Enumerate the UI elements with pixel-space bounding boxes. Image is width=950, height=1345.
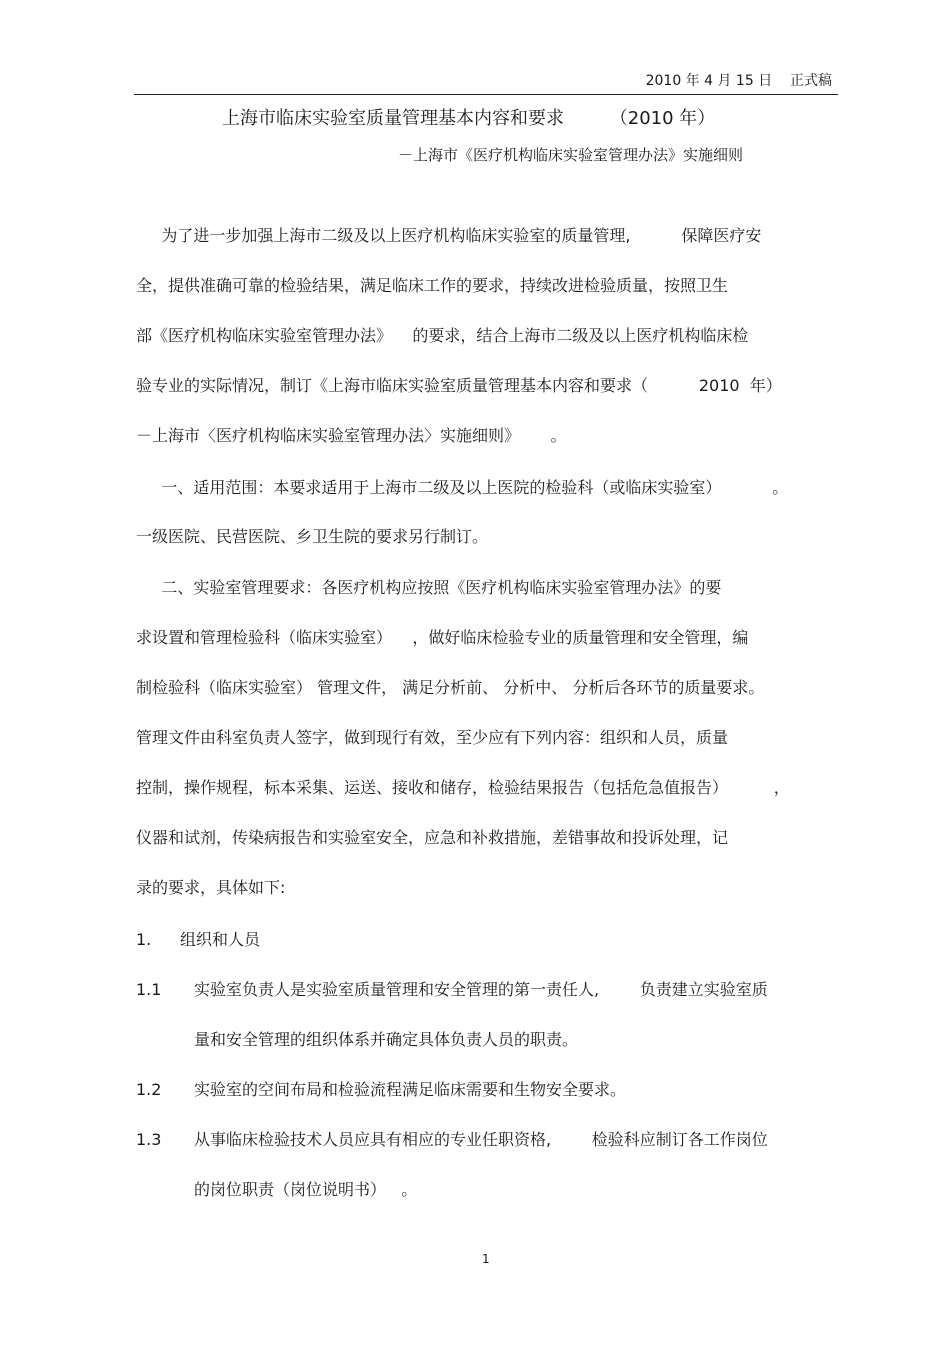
item-number: 1.2 [136, 1080, 162, 1099]
page-number: 1 [482, 1252, 490, 1266]
section-2-line: 仪器和试剂，传染病报告和实验室安全，应急和补救措施，差错事故和投诉处理，记 [136, 828, 729, 847]
item-text: 实验室负责人是实验室质量管理和安全管理的第一责任人, 负责建立实验室质 [194, 980, 768, 999]
intro-line: 全，提供准确可靠的检验结果，满足临床工作的要求，持续改进检验质量，按照卫生 [136, 276, 729, 295]
item-number: 1.1 [136, 980, 162, 999]
section-2-line: 控制，操作规程，标本采集、运送、接收和储存，检验结果报告（包括危急值报告） ， [136, 778, 790, 797]
item-text: 实验室的空间布局和检验流程满足临床需要和生物安全要求。 [194, 1080, 627, 1099]
section-2-line: 求设置和管理检验科（临床实验室） ，做好临床检验专业的质量管理和安全管理，编 [136, 628, 749, 647]
item-text-continued: 的岗位职责（岗位说明书） 。 [194, 1180, 418, 1199]
section-2-line: 管理文件由科室负责人签字，做到现行有效，至少应有下列内容：组织和人员，质量 [136, 728, 729, 747]
intro-line: 为了进一步加强上海市二级及以上医疗机构临床实验室的质量管理, 保障医疗安 [136, 226, 762, 245]
document-title: 上海市临床实验室质量管理基本内容和要求 （2010 年） [222, 108, 716, 129]
header-rule [134, 94, 838, 95]
intro-line: 验专业的实际情况，制订《上海市临床实验室质量管理基本内容和要求（ 2010 年） [136, 376, 782, 395]
section-2-line: 录的要求，具体如下: [136, 878, 286, 897]
intro-line: －上海市〈医疗机构临床实验室管理办法〉实施细则》 。 [136, 426, 567, 445]
item-text: 从事临床检验技术人员应具有相应的专业任职资格, 检验科应制订各工作岗位 [194, 1130, 768, 1149]
header-date-status: 2010 年 4 月 15 日 正式稿 [645, 73, 832, 89]
section-1-line: 一、适用范围：本要求适用于上海市二级及以上医院的检验科（或临床实验室） 。 [136, 478, 789, 497]
item-text-continued: 量和安全管理的组织体系并确定具体负责人员的职责。 [194, 1030, 579, 1049]
item-number: 1. [136, 930, 152, 949]
document-subtitle: －上海市《医疗机构临床实验室管理办法》实施细则 [398, 146, 744, 164]
section-2-line: 二、实验室管理要求：各医疗机构应按照《医疗机构临床实验室管理办法》的要 [136, 578, 722, 597]
section-2-line: 制检验科（临床实验室） 管理文件， 满足分析前、 分析中、 分析后各环节的质量要求。 [136, 678, 765, 697]
item-number: 1.3 [136, 1130, 162, 1149]
intro-line: 部《医疗机构临床实验室管理办法》 的要求，结合上海市二级及以上医疗机构临床检 [136, 326, 749, 345]
item-text: 组织和人员 [180, 930, 261, 949]
section-1-line: 一级医院、民营医院、乡卫生院的要求另行制订。 [136, 527, 489, 546]
